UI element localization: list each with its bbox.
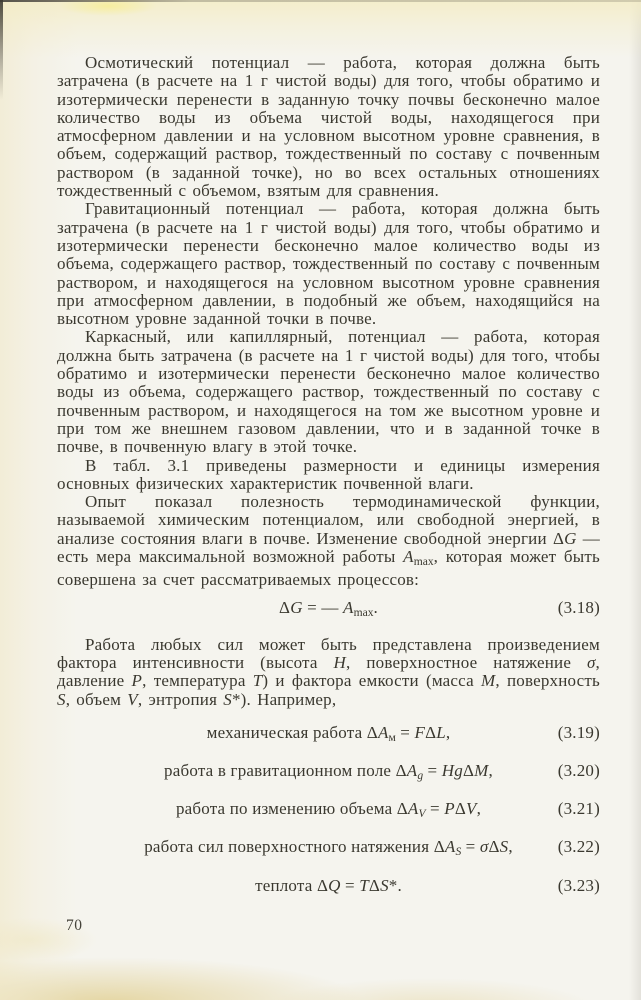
paragraph-table-reference: В табл. 3.1 приведены размерности и единицы измерения основных физических характеристик почвенной влаги. (57, 455, 600, 493)
equation-number-3-23: (3.23) (557, 875, 600, 895)
paragraph-work-factors: Работа любых сил может быть представлена произведением фактора интенсивности (высота H, поверхностное натяжение σ, давление P, температура T) и фактора емкости (масса M, поверхность S, объем V, энтропия S*). Например, (57, 634, 600, 709)
page-top-edge (0, 0, 641, 2)
equation-number-3-18: (3.18) (557, 598, 600, 618)
equation-number-3-21: (3.21) (557, 799, 600, 819)
equation-label: механическая работа (206, 722, 367, 742)
equation-3-23 (57, 877, 600, 895)
equation-list (57, 724, 600, 895)
equation-formula: ΔG = — Amax. (279, 598, 378, 620)
equation-formula: ΔAV = PΔV, (396, 799, 482, 821)
equation-formula: ΔQ = TΔS*. (316, 875, 402, 895)
page-number: 70 (66, 917, 83, 934)
page-left-edge (0, 0, 3, 100)
equation-3-20 (57, 762, 600, 785)
equation-number-3-19: (3.19) (557, 722, 600, 742)
equation-label: теплота (255, 875, 317, 895)
equation-3-18 (57, 599, 600, 622)
page-text-column (57, 54, 600, 910)
paragraph-capillary-potential: Каркасный, или капиллярный, потенциал — работа, которая должна быть затрачена (в расчете на 1 г чистой воды) для того, чтобы обратимо и изотермически перенести бесконечно малое количество воды из объема, содержащего раствор, тождественный по составу с почвенным раствором, и находящегося на том же высотном уровне и при том же внешнем газовом давлении, что и в заданной точке в почве, в почвенную влагу в этой точке. (57, 327, 600, 457)
paragraph-free-energy: Опыт показал полезность термодинамической функции, называемой химическим потенциалом, или свободной энергией, в анализе состояния влаги в почве. Изменение свободной энергии ΔG — есть мера максимальной возможной работы Amax, которая может быть совершена за счет рассматриваемых процессов: (57, 492, 600, 590)
equation-label: работа сил поверхностного натяжения (144, 837, 434, 857)
paragraph-osmotic-potential: Осмотический потенциал — работа, которая должна быть затрачена (в расчете на 1 г чистой воды) для того, чтобы обратимо и изотермически перенести в заданную точку почвы бесконечно малое количество воды из объема чистой воды, находящегося при атмосферном давлении и на условном высотном уровне сравнения, в объем, содержащий раствор, тождественный по составу с почвенным раствором (в заданной точке), но во всех остальных отношениях тождественный с объемом, взятым для сравнения. (57, 53, 600, 201)
equation-formula: ΔAS = σΔS, (433, 837, 513, 859)
equation-formula: ΔAg = HgΔM, (395, 761, 493, 782)
equation-3-21 (57, 800, 600, 823)
equation-number-3-20: (3.20) (557, 761, 600, 781)
equation-3-19 (57, 724, 600, 747)
equation-label: работа в гравитационном поле (164, 761, 396, 781)
equation-number-3-22: (3.22) (557, 837, 600, 857)
paragraph-gravitational-potential: Гравитационный потенциал — работа, которая должна быть затрачена (в расчете на 1 г чистой воды) для того, чтобы обратимо и изотермически перенести бесконечно малое количество воды из объема, содержащего раствор, тождественный по составу с почвенным раствором, и находящегося на условном высотном уровне сравнения при атмосферном давлении, в подобный же объем, находящийся на высотном уровне заданной точки в почве. (57, 199, 600, 329)
equation-formula: ΔAм = FΔL, (366, 722, 451, 744)
equation-label: работа по изменению объема (175, 799, 397, 819)
equation-3-22 (57, 838, 600, 861)
